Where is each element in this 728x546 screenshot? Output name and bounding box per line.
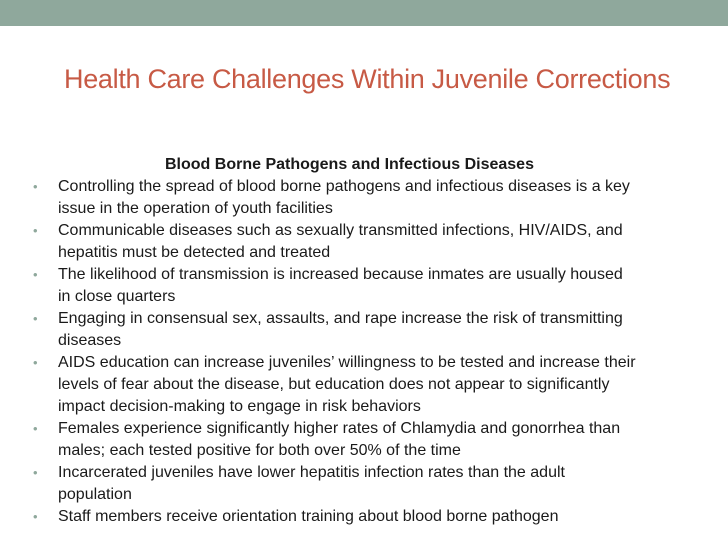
bullet-text-line: males; each tested positive for both over 50% of the time	[58, 442, 461, 459]
bullet-text-line: diseases	[58, 332, 122, 349]
bullet-text-line: The likelihood of transmission is increased because inmates are usually housed	[58, 266, 623, 283]
slide-body	[0, 154, 728, 528]
bullet-text-line: Communicable diseases such as sexually transmitted infections, HIV/AIDS, and	[58, 222, 623, 239]
bullet-dot-icon: •	[33, 311, 38, 326]
bullet-text-line: impact decision-making to engage in risk behaviors	[58, 398, 421, 415]
bullet-dot-icon: •	[33, 267, 38, 282]
bullet-text-line: Engaging in consensual sex, assaults, and rape increase the risk of transmitting	[58, 310, 623, 327]
bullet-text-line: Incarcerated juveniles have lower hepatitis infection rates than the adult	[58, 464, 565, 481]
bullet-text-line: levels of fear about the disease, but education does not appear to significantly	[58, 376, 610, 393]
bullet-dot-icon: •	[33, 223, 38, 238]
bullet-item	[0, 264, 728, 308]
bullet-text-line: hepatitis must be detected and treated	[58, 244, 331, 261]
bullet-item	[0, 352, 728, 418]
bullet-item	[0, 462, 728, 506]
bullet-text-line: population	[58, 486, 132, 503]
slide-title: Health Care Challenges Within Juvenile Corrections	[64, 64, 671, 94]
bullet-text-line: in close quarters	[58, 288, 176, 305]
bullet-list	[0, 176, 728, 528]
bullet-item	[0, 220, 728, 264]
bullet-item	[0, 506, 728, 528]
bullet-item	[0, 418, 728, 462]
bullet-dot-icon: •	[33, 179, 38, 194]
bullet-text-line: Females experience significantly higher rates of Chlamydia and gonorrhea than	[58, 420, 621, 437]
bullet-dot-icon: •	[33, 465, 38, 480]
bullet-text-line: issue in the operation of youth facilities	[58, 200, 333, 217]
bullet-item	[0, 176, 728, 220]
header-bar	[0, 0, 728, 26]
bullet-dot-icon: •	[33, 355, 38, 370]
bullet-dot-icon: •	[33, 509, 38, 524]
bullet-text-line: AIDS education can increase juveniles’ willingness to be tested and increase their	[58, 354, 636, 371]
bullet-text-line: Staff members receive orientation training about blood borne pathogen	[58, 508, 559, 525]
bullet-item	[0, 308, 728, 352]
bullet-dot-icon: •	[33, 421, 38, 436]
bullet-text-line: Controlling the spread of blood borne pathogens and infectious diseases is a key	[58, 178, 630, 195]
section-subheading: Blood Borne Pathogens and Infectious Diseases	[165, 156, 534, 173]
